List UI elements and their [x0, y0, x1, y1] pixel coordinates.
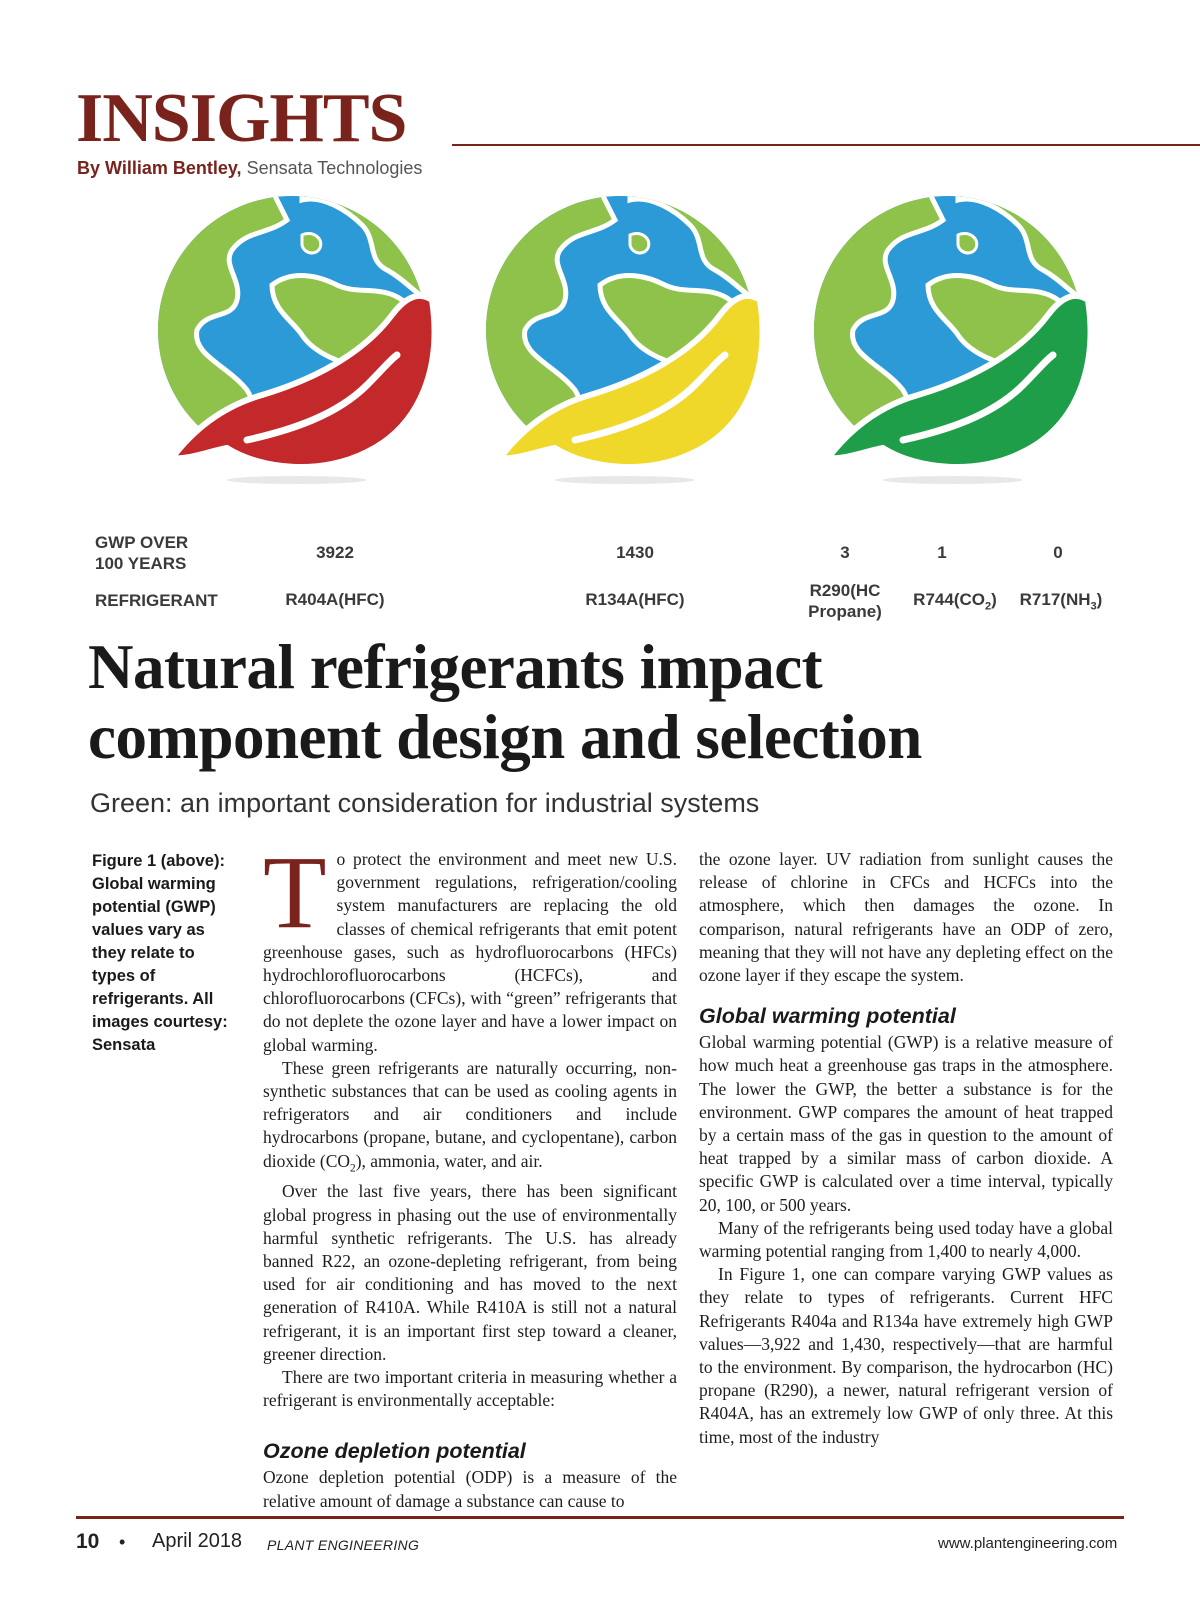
- gwp-value-r744: 1: [937, 543, 947, 562]
- page-number: 10: [76, 1530, 100, 1553]
- section-title: INSIGHTS: [76, 80, 407, 157]
- paragraph: To protect the environment and meet new U.S. government regulations, refrigeration/cooling system manufacturers are replacing the old classes of chemical refrigerants that emit potent greenhouse gases, such as hydrofluorocarbons (HFCs) hydrochlorofluorocarbons (HCFCs), and chlorofluorocarbons (CFCs), with “green” refrigerants that do not deplete the ozone layer and have a lower impact on global warming.: [263, 835, 677, 1055]
- figure-caption: Figure 1 (above): Global warming potential (GWP) values vary as they relate to types of refrigerants. All images courtesy: Sensata: [92, 852, 228, 1054]
- refrigerant-r134a: R134A(HFC): [585, 590, 685, 609]
- globe-leaf-yellow-icon: [480, 190, 770, 490]
- drop-cap: T: [263, 835, 327, 950]
- subhead-gwp: Global warming potential: [699, 1004, 956, 1029]
- gwp-label: GWP OVER 100 YEARS: [95, 533, 189, 573]
- section-divider: [452, 144, 1200, 146]
- article-column-1: [263, 835, 677, 1513]
- byline: [77, 158, 422, 179]
- globe-leaf-red-icon: [152, 190, 442, 490]
- article-headline: Natural refrigerants impact component design and selection: [88, 632, 922, 772]
- magazine-name: PLANT ENGINEERING: [267, 1537, 420, 1553]
- issue-date: April 2018: [152, 1530, 243, 1552]
- paragraph: Many of the refrigerants being used today have a global warming potential ranging from 1,400 to nearly 4,000.: [699, 1217, 1113, 1262]
- paragraph: In Figure 1, one can compare varying GWP values as they relate to types of refrigerants. Current HFC Refrigerants R404a and R134a have extremely high GWP values—3,922 and 1,430, respectively—that are harmful to the environment. By comparison, the hydrocarbon (HC) propane (R290), a newer, natural refrigerant version of R404A, has an extremely low GWP of only three. At this time, most of the industry: [699, 1264, 1113, 1447]
- footer-divider: [76, 1516, 1124, 1519]
- paragraph: the ozone layer. UV radiation from sunlight causes the release of chlorine in CFCs and HCFCs into the atmosphere, which then damages the ozone. In comparison, natural refrigerants have an ODP of zero, meaning that they will not have any depleting effect on the ozone layer if they escape the system.: [699, 849, 1113, 986]
- gwp-value-r404a: 3922: [316, 543, 354, 562]
- footer-bullet: •: [119, 1532, 126, 1552]
- refrigerant-r290: R290(HC Propane): [808, 581, 882, 621]
- refrigerant-r717: $R717(NH_3)$: [1019, 590, 1103, 613]
- paragraph: Ozone depletion potential (ODP) is a measure of the relative amount of damage a substance can cause to: [263, 1467, 677, 1511]
- globe-leaf-green-icon: [808, 190, 1098, 490]
- paragraph: Over the last five years, there has been significant global progress in phasing out the use of environmentally harmful synthetic refrigerants. The U.S. has already banned R22, an ozone-depleting refrigerant, from being used for air conditioning and has moved to the next generation of R410A. While R410A is still not a natural refrigerant, it is an important first step toward a cleaner, greener direction.: [263, 1181, 677, 1364]
- paragraph: Global warming potential (GWP) is a relative measure of how much heat a greenhouse gas traps in the atmosphere. The lower the GWP, the better a substance is for the environment. GWP compares the amount of heat trapped by a certain mass of the gas in question to the amount of heat trapped by a similar mass of carbon dioxide. A specific GWP is calculated over a time interval, typically 20, 100, or 500 years.: [699, 1032, 1113, 1215]
- gwp-value-r717: 0: [1053, 543, 1063, 562]
- paragraph: There are two important criteria in measuring whether a refrigerant is environmentally acceptable:: [263, 1366, 677, 1411]
- refrigerant-label: REFRIGERANT: [95, 591, 218, 610]
- byline-author: By William Bentley,: [77, 158, 242, 178]
- article-column-2: [699, 848, 1113, 1449]
- gwp-value-r290: 3: [840, 543, 850, 562]
- refrigerant-r404a: R404A(HFC): [285, 590, 385, 609]
- gwp-value-r134a: 1430: [616, 543, 654, 562]
- article-deck: Green: an important consideration for industrial systems: [90, 788, 760, 818]
- magazine-url: www.plantengineering.com: [938, 1535, 1118, 1552]
- subhead-odp: Ozone depletion potential: [263, 1439, 526, 1464]
- byline-company: Sensata Technologies: [241, 158, 423, 178]
- refrigerant-r744: $R744(CO_2)$: [913, 590, 997, 613]
- paragraph: These green refrigerants are naturally occurring, non-synthetic substances that can be used as cooling agents in refrigerators and air conditioners and include hydrocarbons (propane, butane, and cyclopentane), carbon dioxide $(CO_2)$, ammonia, water, and air.: [263, 1057, 677, 1175]
